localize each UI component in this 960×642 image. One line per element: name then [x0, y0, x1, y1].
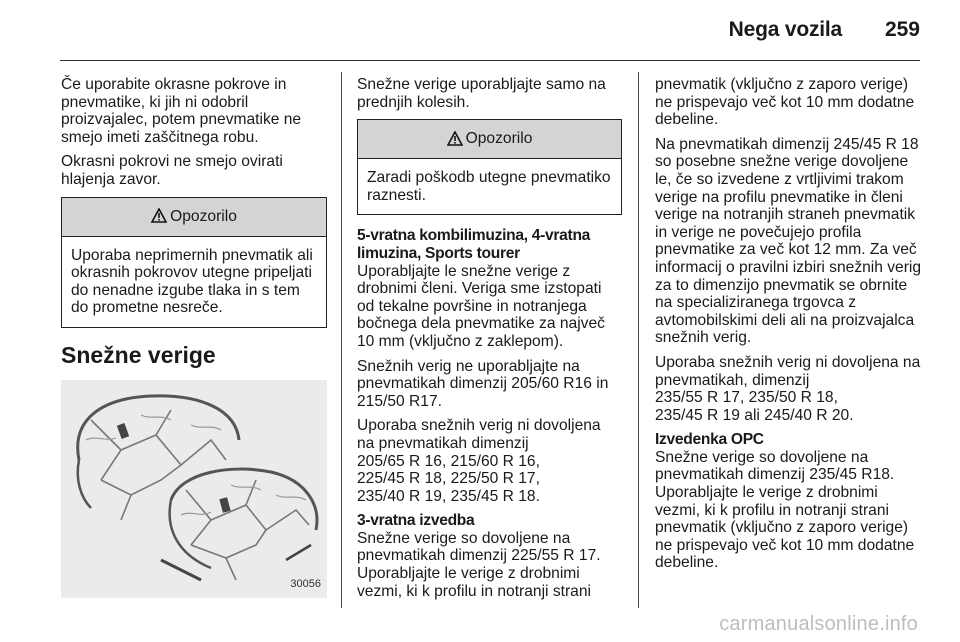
section-title: Snežne verige: [61, 341, 216, 368]
column-divider-1: [341, 72, 342, 608]
tire-size-list: [357, 417, 622, 505]
chapter-title: Nega vozila: [728, 18, 842, 41]
list-line: 225/45 R 18, 225/50 R 17,: [357, 470, 540, 488]
watermark: carmanualsonline.info: [719, 613, 918, 635]
paragraph: Če uporabite okrasne pokrove in pnevmatike, ki jih ni odobril proizvajalec, potem pnevmatike ne smejo imeti zaščitnega robu.: [61, 76, 302, 146]
list-intro: Uporaba snežnih verig ni dovoljena na pnevmatikah dimenzij: [357, 417, 601, 452]
list-line: 235/45 R 19 ali 245/40 R 20.: [655, 406, 854, 424]
list-intro: Uporaba snežnih verig ni dovoljena na pnevmatikah, dimenzij: [655, 353, 921, 389]
paragraph: Snežne verige so dovoljene na pnevmatikah dimenzij 225/55 R 17. Uporabljajte le verige z drobnimi vezmi, ki k profilu in notranji strani: [357, 529, 601, 600]
subheading: 3-vratna izvedba: [357, 512, 475, 530]
warning-text: Zaradi poškodb utegne pnevmatiko raznesti.: [367, 169, 611, 204]
header-divider: [60, 60, 920, 61]
paragraph: Na pnevmatikah dimenzij 245/45 R 18 so posebne snežne verige dovoljene le, če so izvedene z vrtljivimi trakom verige na profilu pnevmatike in členi verige na notranjih straneh pnevmatik in verige ne povečujejo profila pnevmatike za več kot 12 mm. Za več informacij o pravilni izbiri snežnih verig za to dimenzijo pnevmatik se obrnite na specializiranega trgovca z avtomobilskimi deli ali na proizvajalca snežnih verig.: [655, 135, 922, 347]
warning-header: [62, 198, 326, 237]
list-line: 235/55 R 17, 235/50 R 18,: [655, 389, 838, 407]
warning-header: [358, 120, 621, 159]
snow-chain-drawing: [61, 380, 327, 598]
subheading: 5-vratna kombilimuzina, 4-vratna limuzina, Sports tourer: [357, 227, 591, 262]
tire-size-list: [655, 354, 923, 424]
page-header: [0, 0, 960, 62]
subheading: Izvedenka OPC: [655, 431, 764, 449]
paragraph: Snežne verige uporabljajte samo na prednjih kolesih.: [357, 76, 606, 111]
warning-title: Opozorilo: [465, 130, 533, 148]
column-divider-2: [638, 72, 639, 608]
warning-box: [61, 197, 327, 328]
list-line: 205/65 R 16, 215/60 R 16,: [357, 452, 540, 470]
paragraph: pnevmatik (vključno z zaporo verige) ne prispevajo več kot 10 mm dodatne debeline.: [655, 76, 915, 129]
warning-text: Uporaba neprimernih pnevmatik ali okrasnih pokrovov utegne pripeljati do nenadne izgube tlaka in s tem do prometne nesreče.: [71, 246, 313, 317]
warning-triangle-icon: [447, 131, 463, 146]
paragraph: Snežnih verig ne uporabljajte na pnevmatikah dimenzij 205/60 R16 in 215/50 R17.: [357, 357, 609, 410]
warning-box: [357, 119, 622, 215]
column-1: [61, 76, 327, 598]
warning-title: Opozorilo: [170, 207, 237, 225]
paragraph: Okrasni pokrovi ne smejo ovirati hlajenja zavor.: [61, 153, 283, 188]
figure-code: 30056: [290, 578, 321, 591]
column-3: [655, 76, 923, 579]
page-number: 259: [884, 18, 920, 41]
list-line: 235/40 R 19, 235/45 R 18.: [357, 487, 540, 505]
snow-chains-illustration: [61, 380, 327, 598]
column-2: [357, 76, 622, 607]
paragraph: Snežne verige so dovoljene na pnevmatikah dimenzij 235/45 R18. Uporabljajte le verige z drobnimi vezmi, ki k profilu in notranji strani pnevmatik (vključno z zaporo verige) ne prispevajo več kot 10 mm dodatne debeline.: [655, 448, 915, 572]
paragraph: Uporabljajte le snežne verige z drobnimi členi. Veriga sme izstopati od tekalne površine in notranjega bočnega dela pnevmatike za največ 10 mm (vključno z zaklepom).: [357, 262, 605, 350]
warning-triangle-icon: [151, 208, 167, 223]
